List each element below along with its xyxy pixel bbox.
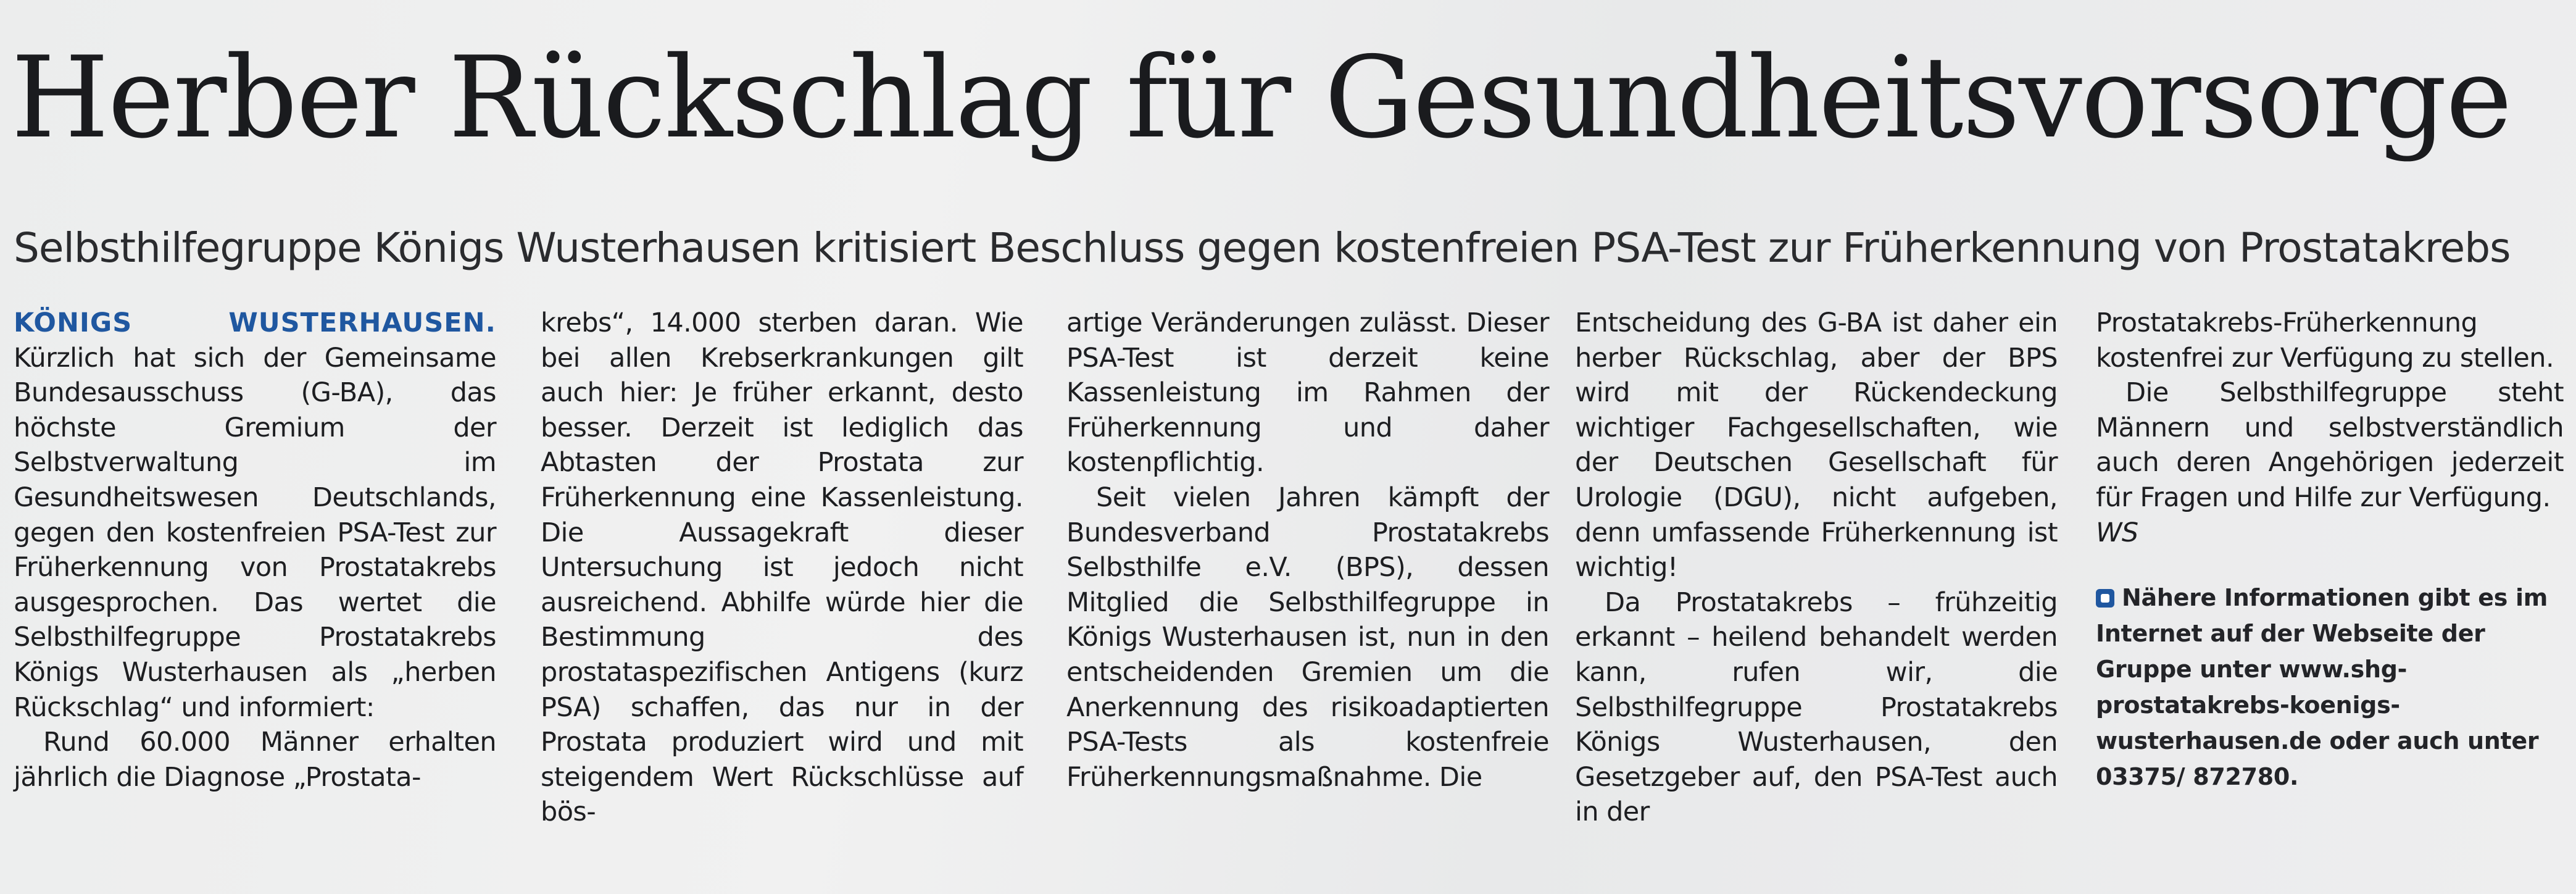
article-column-5 [2096, 306, 2564, 795]
info-square-icon [2096, 589, 2114, 608]
dateline: KÖNIGS WUSTERHAUSEN. [14, 307, 496, 338]
paragraph: Die Selbsthilfegruppe steht Männern und selbstverständlich auch deren Angehörigen jederzeit für Fragen und Hilfe zur Verfügung. [2096, 377, 2564, 513]
paragraph: Entscheidung des G-BA ist daher ein herber Rückschlag, aber der BPS wird mit der Rückendeckung wichtiger Fachgesellschaften, wie der Deutschen Gesellschaft für Urologie (DGU), nicht aufgeben, denn umfassende Früherkennung ist wichtig! [1575, 307, 2058, 583]
info-text: Nähere Informationen gibt es im Internet auf der Webseite der Gruppe unter www.shg-prostatakrebs-koenigs-wusterhausen.de oder auch unter 03375/ 872780. [2096, 584, 2548, 791]
paragraph-text: Kürzlich hat sich der Gemeinsame Bundesausschuss (G-BA), das höchste Gremium der Selbstverwaltung im Gesundheitswesen Deutschlands, gegen den kostenfreien PSA-Test zur Früherkennung von Prostatakrebs ausgesprochen. Das wertet die Selbsthilfegruppe Prostatakrebs Königs Wusterhausen als „herben Rückschlag“ und informiert: [14, 342, 496, 723]
article-column-1 [14, 306, 496, 795]
paragraph [14, 306, 496, 725]
paragraph: Rund 60.000 Männer erhalten jährlich die Diagnose „Prostata- [14, 727, 496, 793]
paragraph: artige Veränderungen zulässt. Dieser PSA-Test ist derzeit keine Kassenleistung im Rahmen der Früherkennung und daher kostenpflichtig. [1066, 307, 1549, 478]
headline: Herber Rückschlag für Gesundheitsvorsorge [11, 32, 2511, 163]
paragraph: Prostatakrebs-Früherkennung kostenfrei zur Verfügung zu stellen. [2096, 307, 2554, 374]
article-column-2 [541, 306, 1023, 830]
author-initials: WS [2096, 517, 2138, 548]
info-box [2096, 580, 2564, 795]
paragraph: Seit vielen Jahren kämpft der Bundesverband Prostatakrebs Selbsthilfe e.V. (BPS), dessen Mitglied die Selbsthilfegruppe in Königs Wusterhausen ist, nun in den entscheidenden Gremien um die Anerkennung des risikoadaptierten PSA-Tests als kostenfreie Früherkennungsmaßnahme. Die [1066, 482, 1549, 793]
article-column-3 [1066, 306, 1549, 795]
article-column-4 [1575, 306, 2058, 830]
paragraph: Da Prostatakrebs – frühzeitig erkannt – heilend behandelt werden kann, rufen wir, die Selbsthilfegruppe Prostatakrebs Königs Wusterhausen, den Gesetzgeber auf, den PSA-Test auch in der [1575, 587, 2058, 828]
paragraph: krebs“, 14.000 sterben daran. Wie bei allen Krebserkrankungen gilt auch hier: Je früher erkannt, desto besser. Derzeit ist lediglich das Abtasten der Prostata zur Früherkennung eine Kassenleistung. Die Aussagekraft dieser Untersuchung ist jedoch nicht ausreichend. Abhilfe würde hier die Bestimmung des prostataspezifischen Antigens (kurz PSA) schaffen, das nur in der Prostata produziert wird und mit steigendem Wert Rückschlüsse auf bös- [541, 307, 1023, 828]
subheadline: Selbsthilfegruppe Königs Wusterhausen kritisiert Beschluss gegen kostenfreien PSA-Test zur Früherkennung von Prostatakrebs [14, 224, 2511, 272]
